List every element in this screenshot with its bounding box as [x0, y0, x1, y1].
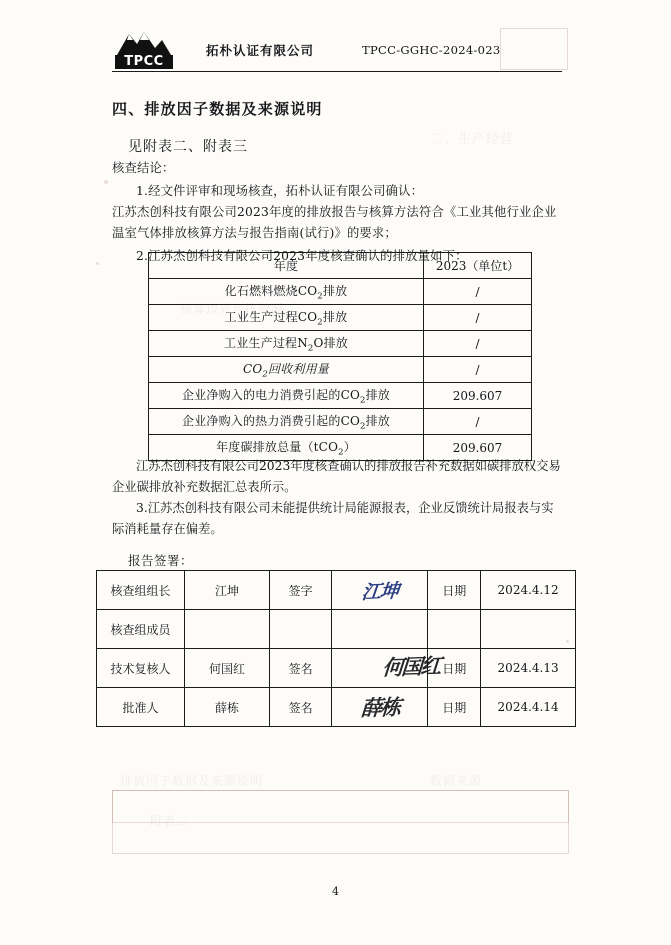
sig-date-label: 日期: [428, 688, 481, 727]
bleed-through-text: 数据来源: [430, 774, 483, 788]
emission-row-value: /: [424, 409, 532, 435]
signature-ink: 江坤: [360, 579, 399, 604]
sig-handwriting: [332, 610, 428, 649]
sig-name: 何国红: [185, 649, 270, 688]
tpcc-logo: [112, 30, 176, 70]
sig-handwriting: [332, 688, 428, 727]
emission-row-label: 年度碳排放总量（tCO$_2$）: [149, 435, 424, 461]
logo-wordmark: TPCC: [115, 55, 173, 69]
bleed-through-box: [112, 790, 569, 854]
bleed-through-box: [112, 790, 569, 823]
table-row: [97, 649, 576, 688]
emission-row-value: /: [424, 305, 532, 331]
table-row: [149, 331, 532, 357]
bleed-through-text: 二、生产经营: [430, 132, 515, 147]
sig-date: 2024.4.14: [481, 688, 576, 727]
conclusion-block: [112, 158, 564, 267]
conclusion-item-1: 1.经文件评审和现场核查，拓朴认证有限公司确认：: [136, 184, 424, 198]
emission-head-year: 年度: [149, 253, 424, 279]
sig-role: 核查组组长: [97, 571, 185, 610]
header-doc-code: TPCC-GGHC-2024-023: [362, 42, 501, 57]
sig-date-label: 日期: [428, 649, 481, 688]
emission-table: [148, 252, 532, 461]
scan-speck: [96, 262, 99, 265]
sig-date-label: [428, 610, 481, 649]
table-row: [149, 383, 532, 409]
emission-row-label: 工业生产过程$CO_2$排放: [149, 305, 424, 331]
conclusion-item-3: 3.江苏杰创科技有限公司未能提供统计局能源报表，企业反馈统计局报表与实际消耗量存在偏差。: [112, 501, 554, 536]
table-row: [149, 305, 532, 331]
sig-handwriting: [332, 571, 428, 610]
sig-date: 2024.4.13: [481, 649, 576, 688]
post-table-paragraph: 江苏杰创科技有限公司2023年度核查确认的排放报告补充数据如碳排放权交易企业碳排放补充数据汇总表所示。: [112, 459, 561, 494]
signature-ink: 何国红: [381, 653, 441, 680]
mountain-icon: [115, 30, 173, 55]
bleed-through-text: 附表二: [150, 814, 190, 828]
signature-ink: 薛栋: [359, 694, 400, 721]
emission-row-label: 企业净购入的热力消费引起的$CO_2$排放: [149, 409, 424, 435]
bleed-through-text: 排放因子数据及来源说明: [120, 774, 264, 788]
table-row: [97, 610, 576, 649]
sig-date: [481, 610, 576, 649]
post-table-block: [112, 456, 564, 540]
sig-label: 签名: [269, 649, 332, 688]
emission-row-label: 工业生产过程$N_2O$排放: [149, 331, 424, 357]
bleed-through-text: 核算边界与排放源: [180, 302, 285, 316]
sig-name: 江坤: [185, 571, 270, 610]
sig-role: 技术复核人: [97, 649, 185, 688]
emission-row-value: /: [424, 331, 532, 357]
sig-name: 薛栋: [185, 688, 270, 727]
document-header: [112, 28, 562, 72]
scan-speck: [104, 180, 108, 184]
conclusion-label: 核查结论：: [112, 161, 175, 175]
signature-section-label: 报告签署：: [128, 553, 194, 568]
page-title: 四、排放因子数据及来源说明: [112, 100, 323, 118]
emission-row-label: $CO_2$回收利用量: [149, 357, 424, 383]
emission-row-value: 209.607: [424, 435, 532, 461]
table-row: [97, 571, 576, 610]
emission-row-label: 企业净购入的电力消费引起的$CO_2$排放: [149, 383, 424, 409]
sig-date-label: 日期: [428, 571, 481, 610]
conclusion-item-2: 2.江苏杰创科技有限公司2023年度核查确认的排放量如下：: [136, 249, 468, 263]
emission-head-value: 2023（单位t）: [424, 253, 532, 279]
sig-name: [185, 610, 270, 649]
emission-row-label: 化石燃料燃烧$CO_2$排放: [149, 279, 424, 305]
sig-label: [269, 610, 332, 649]
sig-label: 签字: [269, 571, 332, 610]
emission-row-value: /: [424, 357, 532, 383]
table-row: [97, 688, 576, 727]
table-row: [149, 357, 532, 383]
sig-handwriting: [332, 649, 441, 688]
sig-role: 批准人: [97, 688, 185, 727]
conclusion-item-1-detail: 江苏杰创科技有限公司2023年度的排放报告与核算方法符合《工业其他行业企业温室气体排放核算方法与报告指南(试行)》的要求；: [112, 205, 557, 240]
emission-row-value: /: [424, 279, 532, 305]
sig-label: 签名: [269, 688, 332, 727]
table-header-row: [149, 253, 532, 279]
sig-date: 2024.4.12: [481, 571, 576, 610]
header-org-name: 拓朴认证有限公司: [206, 42, 315, 58]
sig-role: 核查组成员: [97, 610, 185, 649]
emission-row-value: 209.607: [424, 383, 532, 409]
page-number: 4: [332, 885, 339, 898]
signature-table: [96, 570, 576, 727]
table-row: [149, 279, 532, 305]
section-subline: 见附表二、附表三: [128, 139, 248, 155]
table-row: [149, 409, 532, 435]
